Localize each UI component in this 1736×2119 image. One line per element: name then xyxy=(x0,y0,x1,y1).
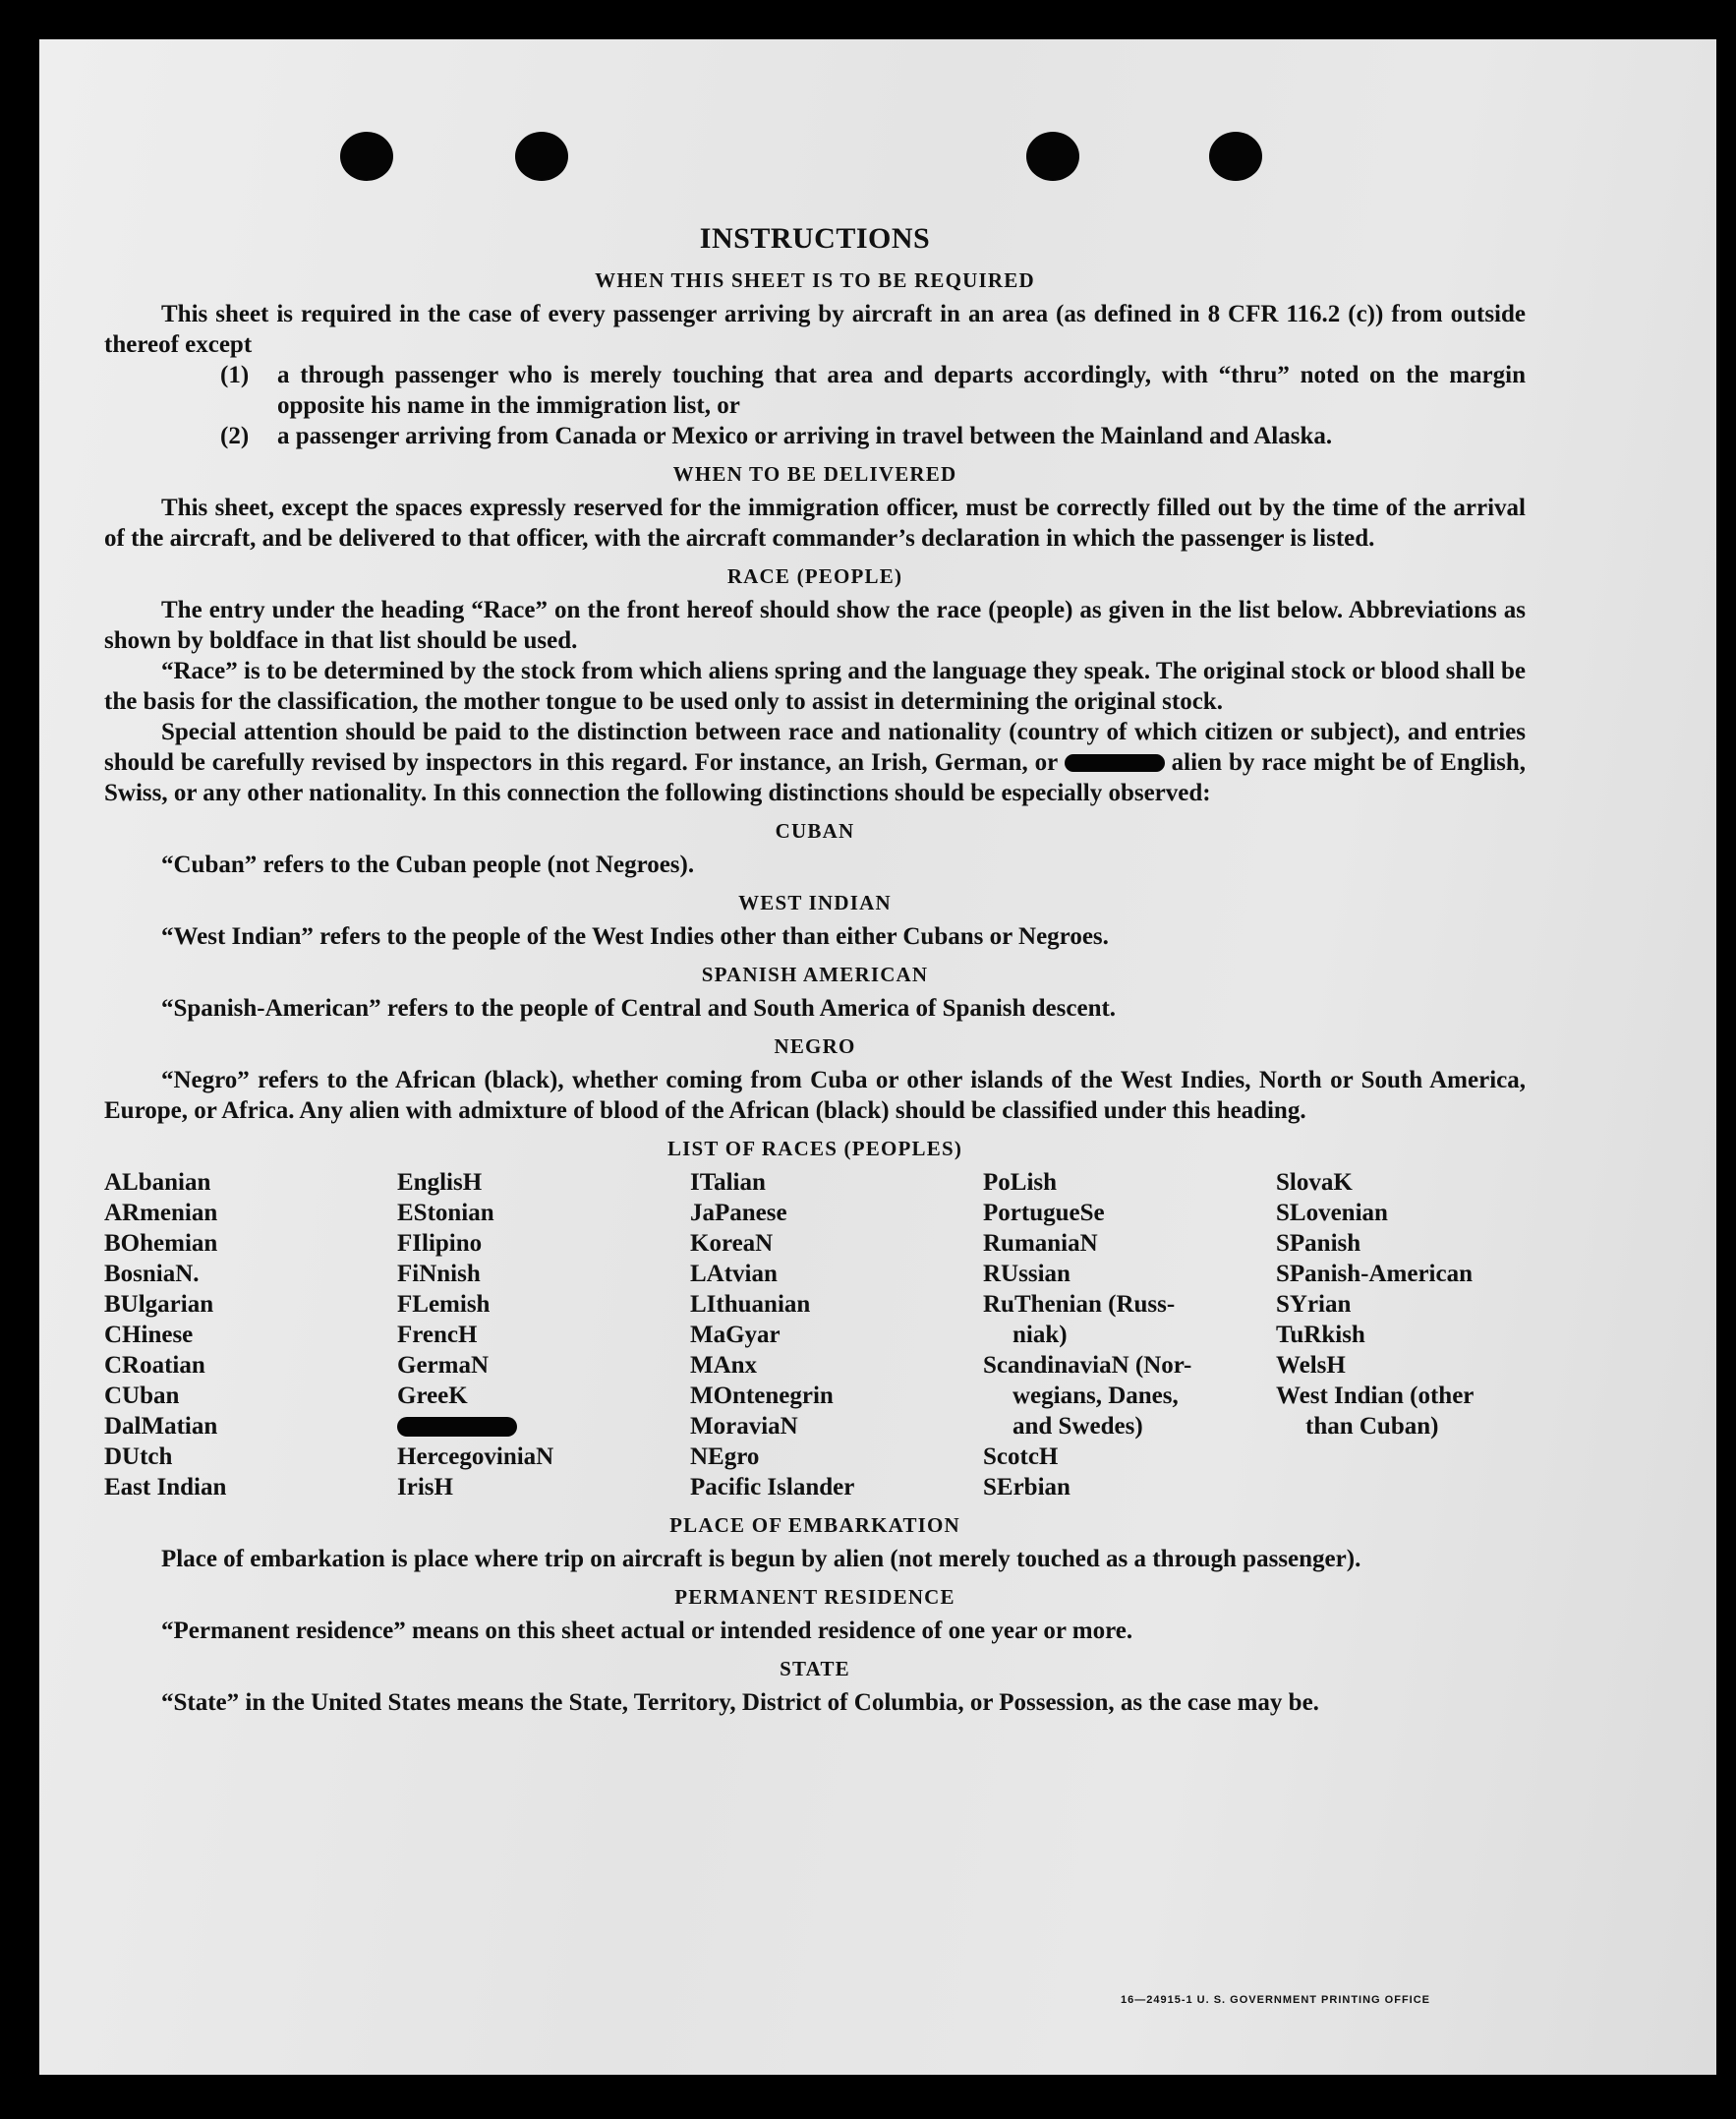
race-entry: CRoatian xyxy=(104,1352,205,1379)
section-heading-required: WHEN THIS SHEET IS TO BE REQUIRED xyxy=(595,268,1035,292)
exception-item: (2) a passenger arriving from Canada or Mexico or arriving in travel between the Mainland and Alaska. xyxy=(220,423,1333,449)
race-entry: LAtvian xyxy=(690,1261,778,1287)
race-entry: CHinese xyxy=(104,1322,194,1348)
document-sheet xyxy=(39,39,1716,2075)
spanish-american-text: “Spanish-American” refers to the people of Central and South America of Spanish descent. xyxy=(161,995,1117,1022)
race-entry: niak) xyxy=(1013,1322,1068,1348)
race-entry: DUtch xyxy=(104,1443,173,1470)
race-entry: and Swedes) xyxy=(1013,1413,1143,1440)
race-entry: DalMatian xyxy=(104,1413,218,1440)
negro-text: “Negro” refers to the African (black), whether coming from Cuba or other islands of the West Indies, North or South America, Europe, or Africa. Any alien with admixture of blood of the African (black) should be classified under this heading. xyxy=(104,1067,1526,1124)
race-entry: ITalian xyxy=(690,1169,766,1196)
race-paragraph: The entry under the heading “Race” on the front hereof should show the race (people) as given in the list below. Abbreviations as shown by boldface in that list should be used. xyxy=(104,597,1526,654)
punch-hole xyxy=(515,132,568,181)
redaction-mark xyxy=(1065,754,1165,772)
race-entry: GreeK xyxy=(397,1383,468,1409)
race-entry: ScandinaviaN (Nor- xyxy=(983,1352,1192,1379)
races-column xyxy=(104,1167,397,1502)
race-entry: RumaniaN xyxy=(983,1230,1098,1257)
race-paragraph: “Race” is to be determined by the stock from which aliens spring and the language they speak. The original stock or blood shall be the basis for the classification, the mother tongue to be used only to assist in determining the original stock. xyxy=(104,658,1526,715)
section-heading-cuban: CUBAN xyxy=(775,819,855,843)
race-entry: MoraviaN xyxy=(690,1413,798,1440)
instructions-body xyxy=(104,220,1526,1718)
race-entry: MAnx xyxy=(690,1352,758,1379)
race-entry: BosniaN. xyxy=(104,1261,200,1287)
races-column xyxy=(983,1167,1276,1502)
section-heading-residence: PERMANENT RESIDENCE xyxy=(674,1585,955,1609)
required-intro: This sheet is required in the case of every passenger arriving by aircraft in an area (as defined in 8 CFR 116.2 (c)) from outside thereof except xyxy=(104,301,1526,358)
race-entry: FrencH xyxy=(397,1322,478,1348)
section-heading-state: STATE xyxy=(780,1657,850,1680)
punch-hole xyxy=(1026,132,1079,181)
race-entry: ScotcH xyxy=(983,1443,1059,1470)
cuban-text: “Cuban” refers to the Cuban people (not Negroes). xyxy=(161,852,695,878)
race-entry: GermaN xyxy=(397,1352,490,1379)
exception-item: (1) a through passenger who is merely touching that area and departs accordingly, with “thru” noted on the margin opposite his name in the immigration list, or xyxy=(220,362,1526,419)
races-column xyxy=(1276,1167,1526,1502)
race-entry: HercegoviniaN xyxy=(397,1443,554,1470)
punch-hole xyxy=(1209,132,1262,181)
race-entry: PortugueSe xyxy=(983,1200,1105,1226)
printing-office-footnote: 16—24915-1 U. S. GOVERNMENT PRINTING OFFICE xyxy=(1121,1994,1431,2006)
races-list xyxy=(104,1167,1526,1502)
race-entry: SLovenian xyxy=(1276,1200,1388,1226)
state-text: “State” in the United States means the State, Territory, District of Columbia, or Possession, as the case may be. xyxy=(161,1689,1319,1716)
race-entry: MOntenegrin xyxy=(690,1383,834,1409)
race-paragraph: Special attention should be paid to the distinction between race and nationality (country of which citizen or subject), and entries should be carefully revised by inspectors in this regard. For instance, an Irish, German, or alien by race might be of English, Swiss, or any other nationality. In this connection the following distinctions should be especially observed: xyxy=(104,719,1527,806)
race-entry: West Indian (other xyxy=(1276,1383,1475,1409)
embarkation-text: Place of embarkation is place where trip on aircraft is begun by alien (not merely touched as a through passenger). xyxy=(161,1546,1361,1572)
race-entry: SlovaK xyxy=(1276,1169,1353,1196)
section-heading-west-indian: WEST INDIAN xyxy=(738,891,892,914)
race-entry: than Cuban) xyxy=(1305,1413,1439,1440)
section-heading-embarkation: PLACE OF EMBARKATION xyxy=(669,1513,960,1537)
race-entry: FiNnish xyxy=(397,1261,481,1287)
race-entry: JaPanese xyxy=(690,1200,787,1226)
race-entry: SPanish-American xyxy=(1276,1261,1473,1287)
race-entry: CUban xyxy=(104,1383,180,1409)
race-entry: EStonian xyxy=(397,1200,494,1226)
west-indian-text: “West Indian” refers to the people of the West Indies other than either Cubans or Negroes. xyxy=(161,923,1109,950)
race-entry: IrisH xyxy=(397,1474,453,1501)
race-entry: BUlgarian xyxy=(104,1291,214,1318)
race-entry: EnglisH xyxy=(397,1169,483,1196)
race-entry: FLemish xyxy=(397,1291,491,1318)
residence-text: “Permanent residence” means on this sheet actual or intended residence of one year or more. xyxy=(161,1618,1133,1644)
list-of-races-heading: LIST OF RACES (PEOPLES) xyxy=(666,1137,963,1160)
race-entry: SYrian xyxy=(1276,1291,1352,1318)
race-entry: LIthuanian xyxy=(690,1291,811,1318)
race-entry: FIlipino xyxy=(397,1230,483,1257)
race-entry: BOhemian xyxy=(104,1230,218,1257)
redaction-mark xyxy=(397,1411,690,1442)
punch-hole xyxy=(340,132,393,181)
race-entry: wegians, Danes, xyxy=(1013,1383,1179,1409)
section-heading-race: RACE (PEOPLE) xyxy=(726,564,903,588)
section-heading-spanish-american: SPANISH AMERICAN xyxy=(701,963,929,986)
race-entry: Pacific Islander xyxy=(690,1474,855,1501)
race-entry: TuRkish xyxy=(1276,1322,1365,1348)
race-entry: RUssian xyxy=(983,1261,1071,1287)
section-heading-negro: NEGRO xyxy=(774,1034,856,1058)
race-entry: WelsH xyxy=(1276,1352,1346,1379)
race-entry: RuThenian (Russ- xyxy=(983,1291,1176,1318)
race-entry: ALbanian xyxy=(104,1169,211,1196)
page-title: INSTRUCTIONS xyxy=(699,222,931,255)
races-column xyxy=(397,1167,690,1502)
race-entry: SErbian xyxy=(983,1474,1071,1501)
section-heading-delivered: WHEN TO BE DELIVERED xyxy=(672,462,957,486)
race-entry: NEgro xyxy=(690,1443,760,1470)
delivered-text: This sheet, except the spaces expressly reserved for the immigration officer, must be correctly filled out by the time of the arrival of the aircraft, and be delivered to that officer, with the aircraft commander’s declaration in which the passenger is listed. xyxy=(104,495,1526,552)
race-entry: ARmenian xyxy=(104,1200,218,1226)
race-entry: SPanish xyxy=(1276,1230,1361,1257)
races-column xyxy=(690,1167,983,1502)
race-entry: MaGyar xyxy=(690,1322,781,1348)
race-entry: PoLish xyxy=(983,1169,1058,1196)
race-entry: East Indian xyxy=(104,1474,227,1501)
race-entry: KoreaN xyxy=(690,1230,774,1257)
